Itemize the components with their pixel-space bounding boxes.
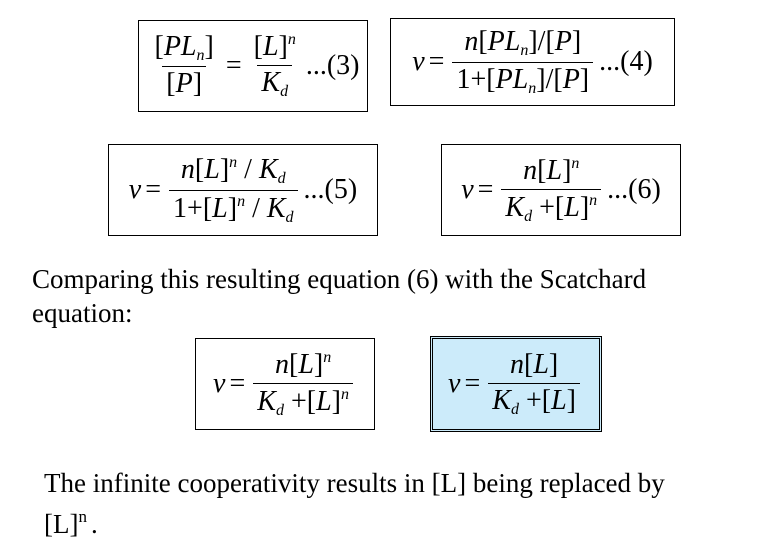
equation-6: ν = $\frac{n[L]^n}{K_d +[L]^n}$ ...(6)	[441, 144, 681, 236]
comparison-text: Comparing this resulting equation (6) with the Scatchard equation:	[32, 264, 647, 328]
conclusion-tail: [L]	[44, 509, 79, 539]
conclusion-main: The infinite cooperativity results in [L] being replaced by	[44, 468, 665, 498]
fraction: $\frac{n[L]^n}{K_d +[L]^n}$	[501, 155, 601, 225]
conclusion-superscript: n	[78, 507, 87, 526]
equation-5: ν = $\frac{n[L]^n / K_d}{1+[L]^n / K_d}$ ...(5)	[108, 144, 378, 236]
fraction: $\frac{n[L]^n / K_d}{1+[L]^n / K_d}$	[169, 154, 298, 226]
equation-tag: ...(4)	[599, 46, 653, 77]
fraction: $\frac{[PL_n]}{[P]}$	[154, 30, 214, 100]
equation-tag: ...(5)	[303, 174, 358, 205]
fraction: $\frac{n[PL_n]/[P]}{1+[PL_n]/[P]}$	[452, 27, 593, 97]
equation-4: ν = $\frac{n[PL_n]/[P]}{1+[PL_n]/[P]}$ ...(4)	[390, 18, 675, 106]
equation-3: $\frac{[PL_n]}{[P]}$ = $\frac{[L]^n}{K_d}$ ...(3)	[138, 20, 368, 112]
equation-6-repeat: ν = $\frac{n[L]^n}{K_d +[L]^n}$	[195, 338, 375, 430]
equation-tag: ...(3)	[305, 50, 360, 81]
conclusion-period: .	[90, 509, 98, 539]
fraction: $\frac{n[L]}{K_d +[L]}$	[488, 350, 580, 418]
scatchard-equation: ν = $\frac{n[L]}{K_d +[L]}$	[430, 336, 602, 432]
equation-tag: ...(6)	[607, 174, 661, 205]
fraction: $\frac{[L]^n}{K_d}$	[253, 31, 296, 101]
fraction: $\frac{n[L]^n}{K_d +[L]^n}$	[253, 349, 353, 419]
conclusion-text	[44, 466, 744, 541]
